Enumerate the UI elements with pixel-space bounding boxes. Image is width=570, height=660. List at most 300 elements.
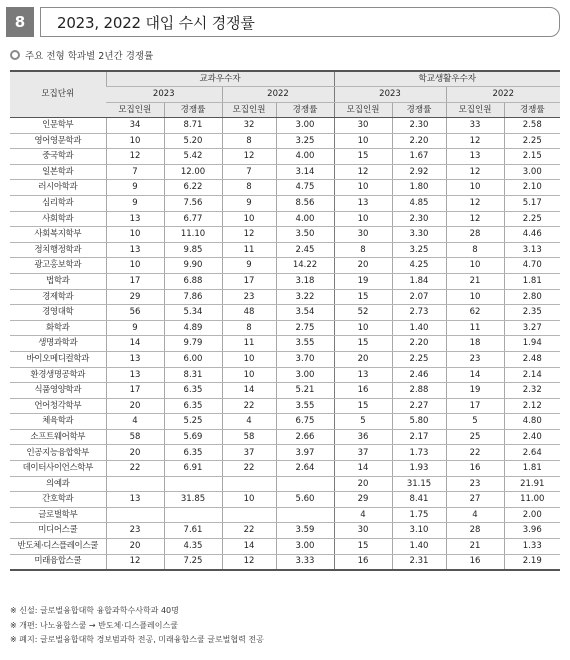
table-row [10,195,560,211]
table-row [10,507,560,523]
table-row [10,476,560,492]
value-cell: 8 [446,242,504,258]
value-cell: 13 [106,211,164,227]
value-cell: 10 [446,258,504,274]
value-cell: 21 [446,539,504,555]
value-cell: 10 [446,180,504,196]
value-cell: 2.46 [392,367,446,383]
value-cell [222,507,276,523]
footnotes [10,604,264,648]
value-cell: 15 [334,149,392,165]
value-cell: 10 [222,367,276,383]
unit-name-cell: 광고홍보학과 [10,258,106,274]
value-cell: 5 [446,414,504,430]
value-cell: 12 [446,195,504,211]
value-cell: 3.70 [276,351,334,367]
value-cell: 13 [106,492,164,508]
value-cell: 3.54 [276,305,334,321]
value-cell: 29 [106,289,164,305]
value-cell [276,476,334,492]
value-cell: 7 [106,164,164,180]
unit-name-cell: 소프트웨어학부 [10,429,106,445]
year-header: 2023 [106,87,222,103]
value-cell: 3.27 [504,320,560,336]
value-cell: 2.45 [276,242,334,258]
value-cell: 15 [334,336,392,352]
value-cell: 9 [222,258,276,274]
value-cell: 9 [106,195,164,211]
value-cell: 3.55 [276,336,334,352]
value-cell: 6.35 [164,398,222,414]
value-cell: 12 [222,149,276,165]
value-cell: 1.75 [392,507,446,523]
value-cell: 8 [222,320,276,336]
value-cell: 11 [222,242,276,258]
value-cell: 9.79 [164,336,222,352]
value-cell: 10 [106,227,164,243]
col-header-quota: 모집인원 [106,102,164,118]
value-cell: 31.15 [392,476,446,492]
table-caption-text: 주요 전형 학과별 2년간 경쟁률 [25,51,154,62]
value-cell: 1.40 [392,320,446,336]
value-cell: 1.33 [504,539,560,555]
value-cell [106,476,164,492]
value-cell [222,476,276,492]
value-cell: 4.70 [504,258,560,274]
value-cell: 62 [446,305,504,321]
value-cell: 23 [106,523,164,539]
value-cell: 18 [446,336,504,352]
value-cell: 13 [334,195,392,211]
value-cell: 2.14 [504,367,560,383]
value-cell: 14 [222,539,276,555]
value-cell: 12.00 [164,164,222,180]
value-cell: 30 [334,523,392,539]
value-cell: 7.56 [164,195,222,211]
value-cell: 13 [106,242,164,258]
value-cell [276,507,334,523]
value-cell: 4.75 [276,180,334,196]
value-cell: 37 [222,445,276,461]
value-cell: 22 [222,398,276,414]
value-cell: 2.00 [504,507,560,523]
section-title: 2023, 2022 대입 수시 경쟁률 [40,7,560,37]
location-pin-icon [10,50,20,60]
unit-name-cell: 미래융합스쿨 [10,554,106,570]
table-row [10,305,560,321]
value-cell: 29 [334,492,392,508]
competition-rate-table [10,70,560,571]
value-cell: 4.80 [504,414,560,430]
value-cell: 14.22 [276,258,334,274]
value-cell: 6.91 [164,461,222,477]
value-cell: 13 [446,149,504,165]
value-cell: 9 [106,320,164,336]
value-cell: 15 [334,289,392,305]
table-row [10,367,560,383]
table-row [10,289,560,305]
value-cell: 30 [334,118,392,134]
value-cell: 2.31 [392,554,446,570]
value-cell: 28 [446,227,504,243]
unit-name-cell: 간호학과 [10,492,106,508]
unit-name-cell: 정치행정학과 [10,242,106,258]
value-cell: 16 [334,554,392,570]
value-cell: 10 [334,180,392,196]
value-cell: 6.88 [164,273,222,289]
value-cell: 2.07 [392,289,446,305]
value-cell: 4 [106,414,164,430]
value-cell: 12 [446,133,504,149]
value-cell: 23 [446,351,504,367]
unit-name-cell: 중국학과 [10,149,106,165]
value-cell: 33 [446,118,504,134]
table-caption [10,48,153,62]
value-cell: 3.96 [504,523,560,539]
value-cell: 10 [106,133,164,149]
value-cell: 2.20 [392,336,446,352]
value-cell: 52 [334,305,392,321]
table-body [10,118,560,570]
value-cell: 20 [334,476,392,492]
value-cell: 2.12 [504,398,560,414]
value-cell: 3.00 [276,367,334,383]
unit-name-cell: 일본학과 [10,164,106,180]
value-cell: 8 [334,242,392,258]
value-cell: 3.18 [276,273,334,289]
value-cell: 11.00 [504,492,560,508]
value-cell: 14 [446,367,504,383]
value-cell: 3.30 [392,227,446,243]
value-cell: 12 [446,164,504,180]
value-cell: 27 [446,492,504,508]
value-cell: 13 [106,351,164,367]
value-cell: 32 [222,118,276,134]
value-cell: 14 [106,336,164,352]
unit-column-header: 모집단위 [10,71,106,118]
value-cell: 21 [446,273,504,289]
col-header-rate: 경쟁률 [164,102,222,118]
unit-name-cell: 데이터사이언스학부 [10,461,106,477]
value-cell: 17 [106,273,164,289]
unit-name-cell: 경제학과 [10,289,106,305]
value-cell: 5.34 [164,305,222,321]
value-cell: 2.10 [504,180,560,196]
value-cell: 12 [106,554,164,570]
value-cell: 20 [106,539,164,555]
value-cell: 6.00 [164,351,222,367]
value-cell: 12 [222,227,276,243]
value-cell: 2.32 [504,383,560,399]
table-row [10,320,560,336]
group-header-gyogwa: 교과우수자 [106,71,334,87]
value-cell: 56 [106,305,164,321]
unit-name-cell: 식품영양학과 [10,383,106,399]
value-cell: 2.30 [392,118,446,134]
value-cell: 7.61 [164,523,222,539]
value-cell: 3.55 [276,398,334,414]
value-cell: 20 [334,258,392,274]
value-cell: 10 [106,258,164,274]
value-cell: 1.81 [504,461,560,477]
value-cell: 17 [446,398,504,414]
value-cell: 5.60 [276,492,334,508]
value-cell: 23 [446,476,504,492]
value-cell: 6.75 [276,414,334,430]
value-cell: 9 [222,195,276,211]
value-cell: 1.93 [392,461,446,477]
unit-name-cell: 인공지능융합학부 [10,445,106,461]
value-cell: 10 [334,133,392,149]
unit-name-cell: 체육학과 [10,414,106,430]
table-row [10,445,560,461]
value-cell: 21.91 [504,476,560,492]
value-cell: 3.59 [276,523,334,539]
value-cell: 3.14 [276,164,334,180]
value-cell: 10 [446,289,504,305]
value-cell: 2.30 [392,211,446,227]
value-cell: 3.25 [276,133,334,149]
table-row [10,258,560,274]
value-cell [164,476,222,492]
footnote: ※ 폐지: 글로벌융합대학 경보범과학 전공, 미래융합스쿨 글로벌협력 전공 [10,635,264,644]
value-cell: 28 [446,523,504,539]
value-cell: 10 [222,492,276,508]
value-cell: 11.10 [164,227,222,243]
table-row [10,118,560,134]
table-row [10,539,560,555]
value-cell: 2.40 [504,429,560,445]
value-cell: 30 [334,227,392,243]
value-cell: 34 [106,118,164,134]
value-cell: 19 [334,273,392,289]
value-cell: 5.25 [164,414,222,430]
value-cell: 3.25 [392,242,446,258]
value-cell: 14 [334,461,392,477]
value-cell: 22 [446,445,504,461]
value-cell: 22 [222,461,276,477]
value-cell: 12 [334,164,392,180]
col-header-quota: 모집인원 [222,102,276,118]
value-cell: 31.85 [164,492,222,508]
value-cell: 2.25 [504,133,560,149]
table-row [10,492,560,508]
value-cell: 2.73 [392,305,446,321]
value-cell: 10 [222,351,276,367]
unit-name-cell: 언어청각학부 [10,398,106,414]
group-header-hakgyo: 학교생활우수자 [334,71,560,87]
value-cell [164,507,222,523]
value-cell: 2.15 [504,149,560,165]
value-cell: 48 [222,305,276,321]
value-cell: 2.25 [392,351,446,367]
unit-name-cell: 러시아학과 [10,180,106,196]
unit-name-cell: 생명과학과 [10,336,106,352]
unit-name-cell: 경영대학 [10,305,106,321]
value-cell: 2.25 [504,211,560,227]
value-cell: 17 [106,383,164,399]
table-row [10,414,560,430]
value-cell: 4 [222,414,276,430]
value-cell: 10 [334,320,392,336]
table-row [10,351,560,367]
value-cell: 7 [222,164,276,180]
value-cell: 2.66 [276,429,334,445]
value-cell: 6.35 [164,445,222,461]
value-cell: 4.00 [276,211,334,227]
value-cell: 6.35 [164,383,222,399]
table-row [10,523,560,539]
value-cell: 3.00 [504,164,560,180]
value-cell: 8.41 [392,492,446,508]
table-row [10,242,560,258]
value-cell: 2.27 [392,398,446,414]
unit-name-cell: 화학과 [10,320,106,336]
table-row [10,336,560,352]
value-cell: 5.17 [504,195,560,211]
footnote: ※ 신설: 글로벌융합대학 융합과학수사학과 40명 [10,606,179,615]
unit-name-cell: 의예과 [10,476,106,492]
value-cell: 1.67 [392,149,446,165]
value-cell: 8 [222,180,276,196]
value-cell: 9.90 [164,258,222,274]
value-cell: 7.86 [164,289,222,305]
value-cell: 8.31 [164,367,222,383]
value-cell: 12 [106,149,164,165]
unit-name-cell: 사회복지학부 [10,227,106,243]
value-cell: 16 [446,554,504,570]
section-header [6,7,562,37]
value-cell: 6.77 [164,211,222,227]
value-cell [106,507,164,523]
unit-name-cell: 심리학과 [10,195,106,211]
unit-name-cell: 바이오메디컬학과 [10,351,106,367]
value-cell: 13 [106,367,164,383]
value-cell: 2.75 [276,320,334,336]
value-cell: 12 [446,211,504,227]
value-cell: 3.13 [504,242,560,258]
table-row [10,273,560,289]
table-row [10,133,560,149]
value-cell: 11 [222,336,276,352]
unit-name-cell: 사회학과 [10,211,106,227]
value-cell: 23 [222,289,276,305]
value-cell: 1.40 [392,539,446,555]
value-cell: 3.10 [392,523,446,539]
value-cell: 2.92 [392,164,446,180]
table-row [10,429,560,445]
value-cell: 2.48 [504,351,560,367]
value-cell: 17 [222,273,276,289]
value-cell: 20 [106,445,164,461]
value-cell: 16 [446,461,504,477]
value-cell: 4.35 [164,539,222,555]
value-cell: 5.20 [164,133,222,149]
value-cell: 8.71 [164,118,222,134]
value-cell: 3.00 [276,118,334,134]
value-cell: 5 [334,414,392,430]
value-cell: 2.88 [392,383,446,399]
value-cell: 22 [106,461,164,477]
unit-name-cell: 법학과 [10,273,106,289]
table-row [10,383,560,399]
col-header-quota: 모집인원 [334,102,392,118]
unit-name-cell: 환경생명공학과 [10,367,106,383]
value-cell: 58 [222,429,276,445]
value-cell: 15 [334,539,392,555]
value-cell: 16 [334,383,392,399]
value-cell: 9 [106,180,164,196]
value-cell: 2.17 [392,429,446,445]
value-cell: 9.85 [164,242,222,258]
value-cell: 1.80 [392,180,446,196]
value-cell: 1.84 [392,273,446,289]
unit-name-cell: 미디어스쿨 [10,523,106,539]
value-cell: 4.00 [276,149,334,165]
value-cell: 4 [334,507,392,523]
col-header-rate: 경쟁률 [392,102,446,118]
value-cell: 19 [446,383,504,399]
value-cell: 25 [446,429,504,445]
value-cell: 12 [222,554,276,570]
year-header: 2022 [446,87,560,103]
table-row [10,211,560,227]
col-header-rate: 경쟁률 [504,102,560,118]
value-cell: 4.46 [504,227,560,243]
value-cell: 20 [106,398,164,414]
value-cell: 3.97 [276,445,334,461]
value-cell: 4.85 [392,195,446,211]
value-cell: 3.50 [276,227,334,243]
table-row [10,180,560,196]
value-cell: 7.25 [164,554,222,570]
value-cell: 3.00 [276,539,334,555]
value-cell: 2.20 [392,133,446,149]
table-row [10,164,560,180]
value-cell: 2.58 [504,118,560,134]
value-cell: 8.56 [276,195,334,211]
value-cell: 5.21 [276,383,334,399]
value-cell: 58 [106,429,164,445]
value-cell: 6.22 [164,180,222,196]
value-cell: 4.89 [164,320,222,336]
unit-name-cell: 글로벌학부 [10,507,106,523]
year-header: 2023 [334,87,446,103]
footnote: ※ 개편: 나노융합스쿨 → 반도체·디스플레이스쿨 [10,620,178,630]
year-header: 2022 [222,87,334,103]
table-row [10,554,560,570]
value-cell: 20 [334,351,392,367]
value-cell: 36 [334,429,392,445]
value-cell: 5.42 [164,149,222,165]
value-cell: 37 [334,445,392,461]
value-cell: 10 [334,211,392,227]
table-row [10,227,560,243]
value-cell: 11 [446,320,504,336]
value-cell: 4 [446,507,504,523]
value-cell: 13 [334,367,392,383]
table-row [10,398,560,414]
col-header-quota: 모집인원 [446,102,504,118]
value-cell: 3.33 [276,554,334,570]
table-row [10,149,560,165]
value-cell: 14 [222,383,276,399]
value-cell: 5.69 [164,429,222,445]
value-cell: 2.64 [504,445,560,461]
value-cell: 1.94 [504,336,560,352]
col-header-rate: 경쟁률 [276,102,334,118]
value-cell: 2.19 [504,554,560,570]
